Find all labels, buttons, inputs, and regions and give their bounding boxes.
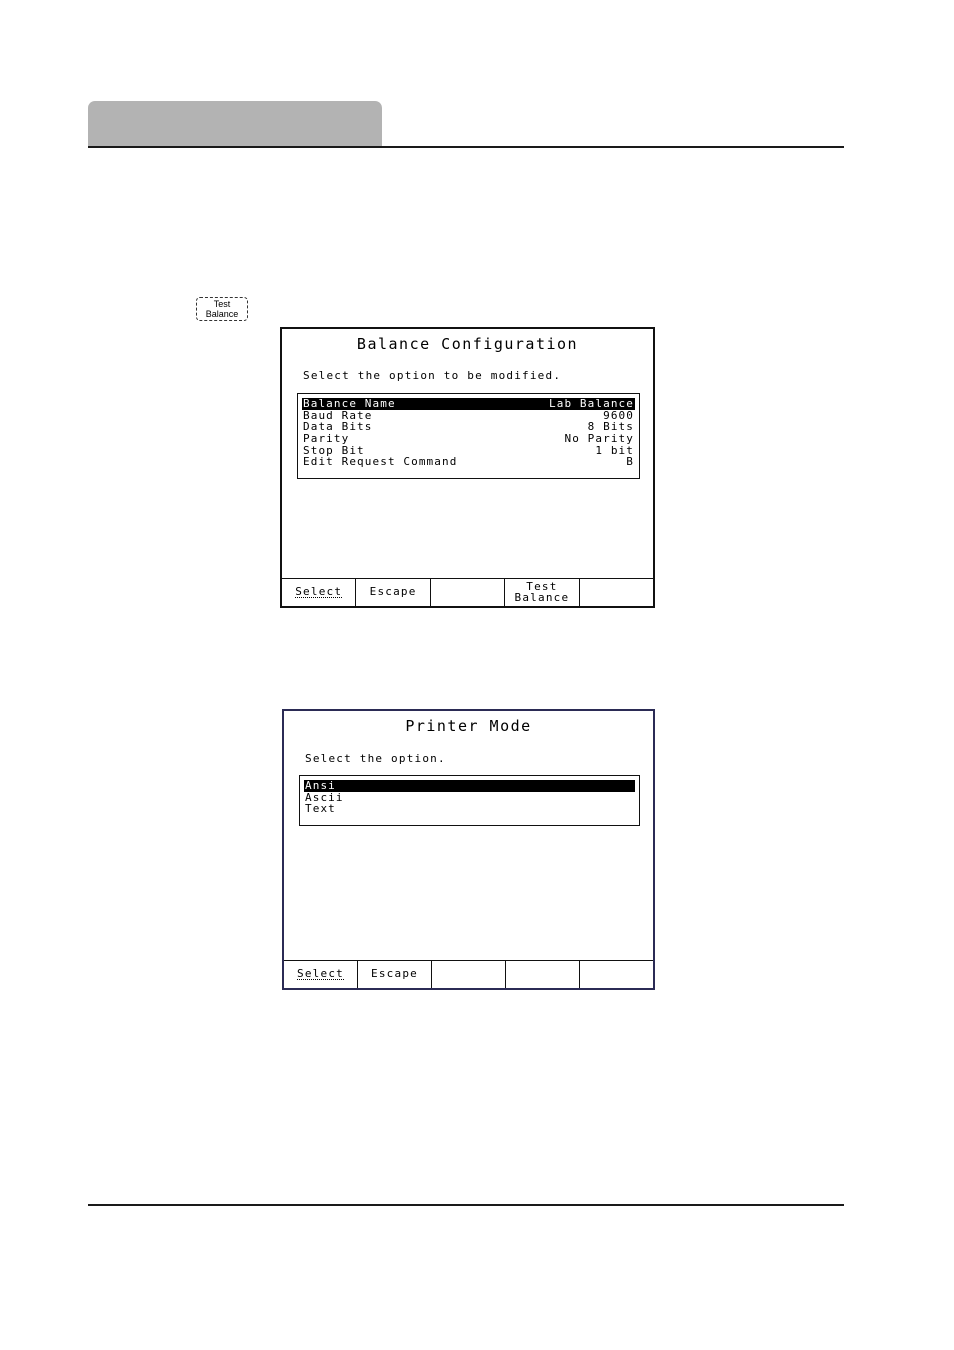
softkey-bar	[282, 578, 653, 606]
softkey-select[interactable]	[282, 579, 356, 606]
softkey-escape[interactable]	[356, 579, 430, 606]
softkey-blank-4[interactable]	[506, 961, 580, 988]
balance-configuration-screen	[280, 327, 655, 608]
header-rule	[88, 146, 844, 148]
softkey-bar	[284, 960, 653, 988]
option-edit-request-command[interactable]	[302, 456, 635, 468]
option-label: Stop Bit	[303, 443, 365, 457]
softkey-select[interactable]	[284, 961, 358, 988]
key-icon-line1: Test	[213, 299, 231, 309]
option-value: 1 bit	[595, 443, 634, 457]
option-value: No Parity	[564, 432, 634, 446]
option-list	[297, 393, 640, 479]
option-label: Edit Request Command	[303, 455, 458, 469]
option-value: 8 Bits	[587, 420, 634, 434]
screen-prompt: Select the option to be modified.	[303, 369, 562, 382]
option-label: Parity	[303, 432, 350, 446]
option-label: Data Bits	[303, 420, 373, 434]
option-label: Baud Rate	[303, 408, 373, 422]
key-icon-line2: Balance	[205, 309, 239, 319]
test-balance-key-icon	[196, 297, 248, 321]
option-value: Lab Balance	[549, 397, 634, 410]
option-ansi[interactable]	[304, 780, 635, 792]
option-value: 9600	[603, 408, 634, 422]
section-header-tab	[88, 101, 382, 146]
printer-mode-screen	[282, 709, 655, 990]
option-label: Text	[305, 802, 336, 816]
softkey-label: Select	[295, 584, 343, 598]
option-balance-name[interactable]	[302, 398, 635, 410]
screen-prompt: Select the option.	[305, 752, 446, 765]
softkey-label: Select	[297, 966, 344, 980]
softkey-escape[interactable]	[358, 961, 432, 988]
softkey-label-line1: Test	[526, 580, 558, 593]
softkey-label-line2: Balance	[514, 590, 570, 604]
option-label: Ascii	[305, 790, 344, 804]
option-ascii[interactable]	[304, 792, 635, 804]
option-label: Ansi	[305, 779, 336, 792]
option-parity[interactable]	[302, 433, 635, 445]
softkey-label: Escape	[371, 967, 418, 981]
softkey-blank-3[interactable]	[431, 579, 505, 606]
softkey-test-balance[interactable]	[505, 579, 579, 606]
option-list	[299, 775, 640, 826]
option-value: B	[626, 455, 634, 469]
option-text[interactable]	[304, 803, 635, 815]
footer-rule	[88, 1204, 844, 1206]
screen-title: Printer Mode	[405, 717, 532, 735]
softkey-label: Escape	[369, 585, 417, 599]
softkey-blank-5[interactable]	[580, 961, 653, 988]
softkey-blank-5[interactable]	[580, 579, 653, 606]
softkey-blank-3[interactable]	[432, 961, 506, 988]
option-label: Balance Name	[303, 397, 396, 410]
screen-title: Balance Configuration	[356, 335, 579, 353]
